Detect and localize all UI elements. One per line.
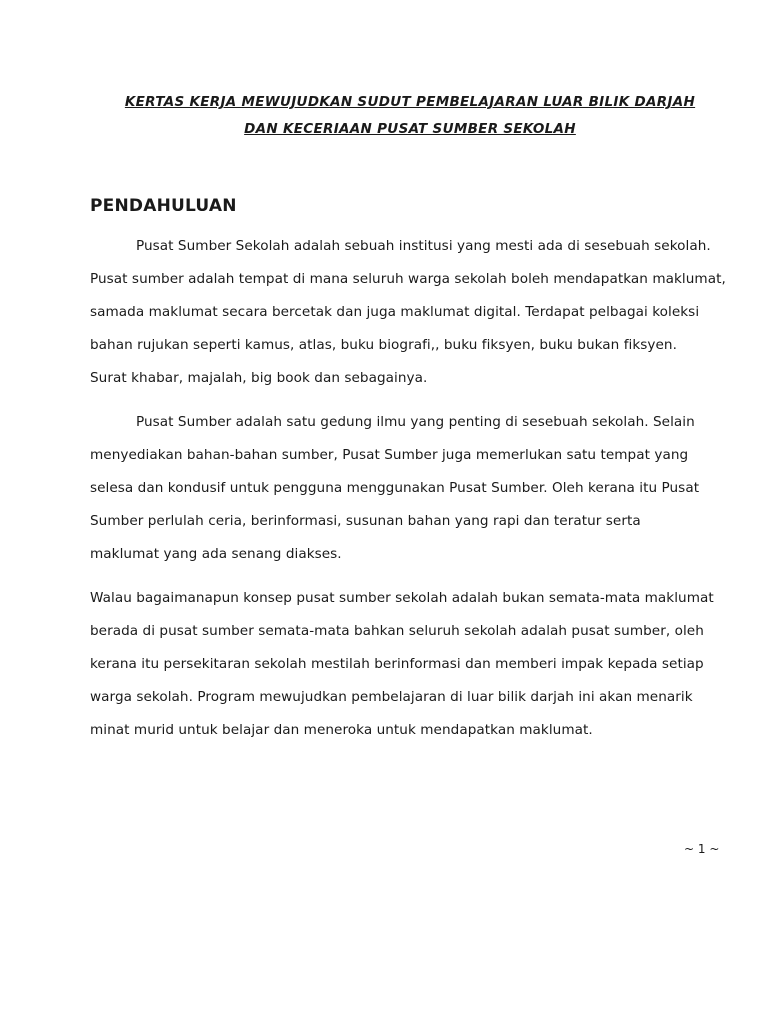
paragraph-line: minat murid untuk belajar dan meneroka untuk mendapatkan maklumat. [90, 722, 593, 738]
document-title-line-1: KERTAS KERJA MEWUJUDKAN SUDUT PEMBELAJARAN LUAR BILIK DARJAH [124, 94, 696, 110]
section-heading: PENDAHULUAN [90, 196, 237, 216]
paragraph-line: Pusat Sumber adalah satu gedung ilmu yang penting di sesebuah sekolah. Selain [136, 414, 695, 430]
page-number: ~ 1 ~ [684, 842, 720, 856]
document-title-line-2: DAN KECERIAAN PUSAT SUMBER SEKOLAH [244, 121, 576, 137]
paragraph-line: Walau bagaimanapun konsep pusat sumber sekolah adalah bukan semata-mata maklumat [90, 590, 714, 606]
paragraph-line: Pusat sumber adalah tempat di mana seluruh warga sekolah boleh mendapatkan maklumat, [90, 271, 726, 287]
paragraph-line: menyediakan bahan-bahan sumber, Pusat Sumber juga memerlukan satu tempat yang [90, 447, 689, 463]
paragraph-line: Sumber perlulah ceria, berinformasi, susunan bahan yang rapi dan teratur serta [90, 513, 641, 529]
paragraph-line: kerana itu persekitaran sekolah mestilah berinformasi dan memberi impak kepada setiap [90, 656, 704, 672]
paragraph-line: berada di pusat sumber semata-mata bahkan seluruh sekolah adalah pusat sumber, oleh [90, 623, 704, 639]
paragraph-line: Surat khabar, majalah, big book dan sebagainya. [90, 370, 428, 386]
paragraph-line: Pusat Sumber Sekolah adalah sebuah institusi yang mesti ada di sesebuah sekolah. [136, 238, 711, 254]
paragraph-line: samada maklumat secara bercetak dan juga maklumat digital. Terdapat pelbagai koleksi [90, 304, 700, 320]
paragraph-line: maklumat yang ada senang diakses. [90, 546, 342, 562]
paragraph-line: bahan rujukan seperti kamus, atlas, buku biografi,, buku fiksyen, buku bukan fiksyen. [90, 337, 677, 353]
paragraph-line: selesa dan kondusif untuk pengguna menggunakan Pusat Sumber. Oleh kerana itu Pusat [90, 480, 700, 496]
paragraph-line: warga sekolah. Program mewujudkan pembelajaran di luar bilik darjah ini akan menarik [90, 689, 693, 705]
